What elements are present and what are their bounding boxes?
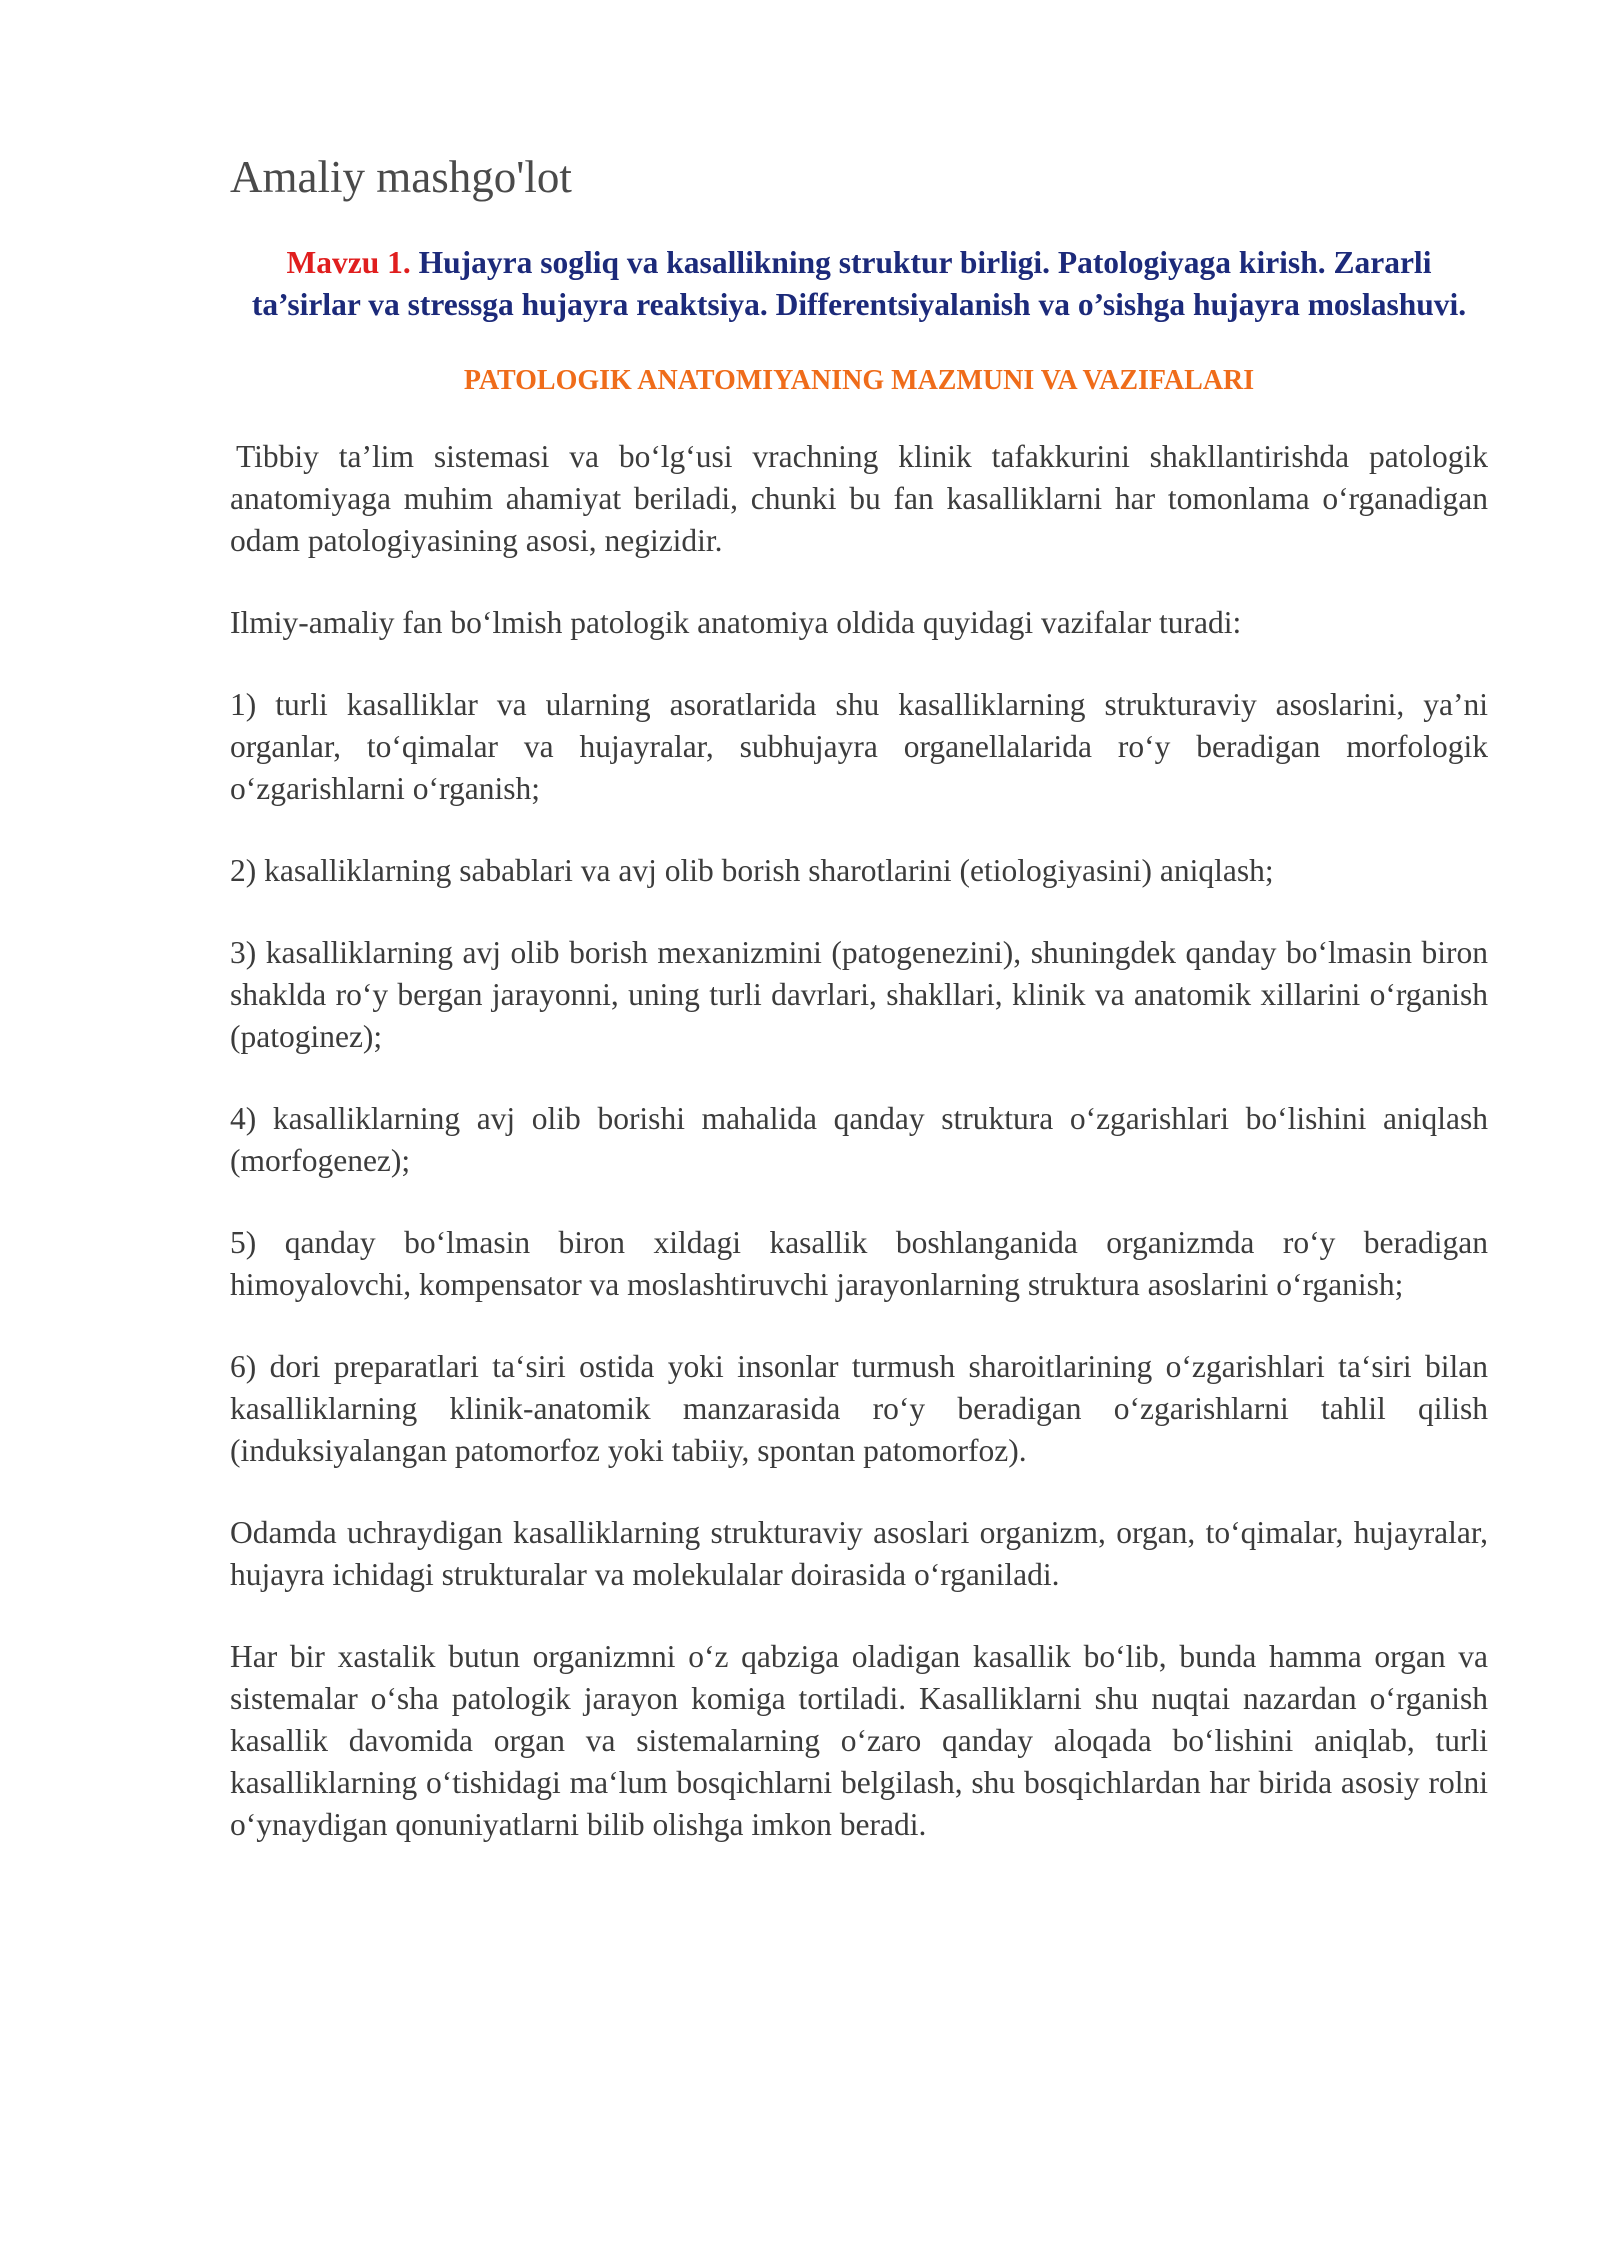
structural-basis-paragraph: Odamda uchraydigan kasalliklarning strukturaviy asoslari organizm, organ, toʻqimalar, hujayralar, hujayra ichidagi strukturalar va molekulalar doirasida oʻrganiladi.: [230, 1514, 1488, 1592]
tasks-intro-paragraph: Ilmiy-amaliy fan boʻlmish patologik anatomiya oldida quyidagi vazifalar turadi:: [230, 604, 1242, 640]
organism-paragraph: Har bir xastalik butun organizmni oʻz qabziga oladigan kasallik boʻlib, bunda hamma organ va sistemalar oʻsha patologik jarayon komiga tortiladi. Kasalliklarni shu nuqtai nazardan oʻrganish kasallik davomida organ va sistemalarning oʻzaro qanday aloqada boʻlishini aniqlab, turli kasalliklarning oʻtishidagi maʻlum bosqichlarni belgilash, shu bosqichlardan har birida asosiy rolni oʻynaydigan qonuniyatlarni bilib olishga imkon beradi.: [230, 1638, 1488, 1842]
task-item-4: 4) kasalliklarning avj olib borishi mahalida qanday struktura oʻzgarishlari boʻlishini aniqlash (morfogenez);: [230, 1100, 1488, 1178]
task-item-5: 5) qanday boʻlmasin biron xildagi kasallik boshlanganida organizmda roʻy beradigan himoyalovchi, kompensator va moslashtiruvchi jarayonlarning struktura asoslarini oʻrganish;: [230, 1224, 1488, 1302]
section-heading: PATOLOGIK ANATOMIYANING MAZMUNI VA VAZIFALARI: [463, 365, 1255, 396]
document-title: Amaliy mashgo'lot: [230, 152, 572, 202]
task-item-6: 6) dori preparatlari taʻsiri ostida yoki insonlar turmush sharoitlarining oʻzgarishlari taʻsiri bilan kasalliklarning klinik-anatomik manzarasida roʻy beradigan oʻzgarishlarni tahlil qilish (induksiyalangan patomorfoz yoki tabiiy, spontan patomorfoz).: [230, 1348, 1488, 1468]
topic-prefix: Mavzu 1.: [286, 245, 411, 280]
intro-paragraph: Tibbiy ta’lim sistemasi va boʻlgʻusi vrachning klinik tafakkurini shakllantirishda patologik anatomiyaga muhim ahamiyat beriladi, chunki bu fan kasalliklarni har tomonlama oʻrganadigan odam patologiyasining asosi, negizidir.: [230, 438, 1488, 558]
topic-text: Hujayra sogliq va kasallikning struktur birligi. Patologiyaga kirish. Zararli ta’sirlar va stressga hujayra reaktsiya. Differentsiyalanish va o’sishga hujayra moslashuvi.: [251, 245, 1467, 322]
task-item-1: 1) turli kasalliklar va ularning asoratlarida shu kasalliklarning strukturaviy asoslarini, ya’ni organlar, toʻqimalar va hujayralar, subhujayra organellalarida roʻy beradigan morfologik oʻzgarishlarni oʻrganish;: [230, 686, 1488, 806]
document-page: [230, 150, 1488, 1886]
task-item-3: 3) kasalliklarning avj olib borish mexanizmini (patogenezini), shuningdek qanday boʻlmasin biron shaklda roʻy bergan jarayonni, uning turli davrlari, shakllari, klinik va anatomik xillarini oʻrganish (patoginez);: [230, 934, 1488, 1054]
topic-heading: [230, 242, 1488, 326]
task-item-2: 2) kasalliklarning sabablari va avj olib borish sharotlarini (etiologiyasini) aniqlash;: [230, 852, 1274, 888]
